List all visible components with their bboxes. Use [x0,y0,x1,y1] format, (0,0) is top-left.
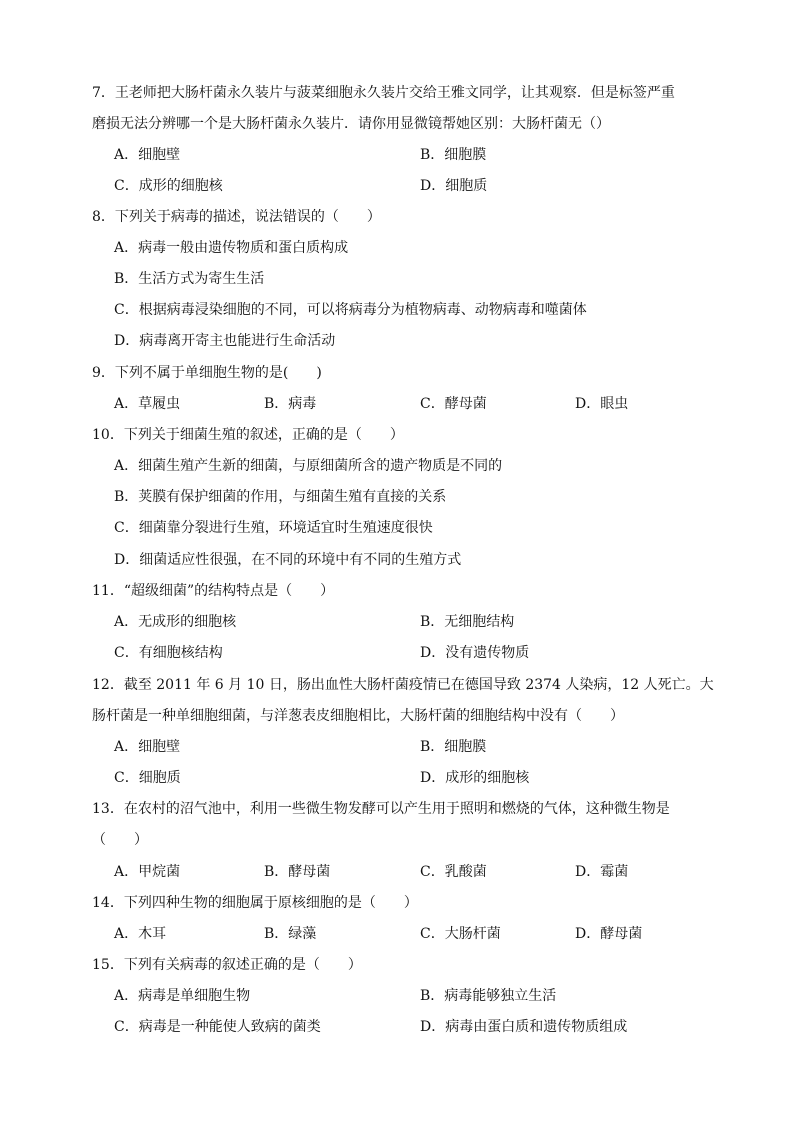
question-9-stem: 9．下列不属于单细胞生物的是( ) [92,365,322,381]
question-8-option-d: D．病毒离开寄主也能进行生命活动 [114,333,336,349]
question-10-stem: 10．下列关于细菌生殖的叙述，正确的是（ ） [92,427,404,443]
question-15-option-c: C．病毒是一种能使人致病的菌类 [114,1019,321,1035]
question-9-option-a: A．草履虫 [114,396,181,412]
question-7-option-a: A．细胞壁 [114,147,181,163]
question-12-stem-line-2: 肠杆菌是一种单细胞细菌，与洋葱表皮细胞相比，大肠杆菌的细胞结构中没有（ ） [92,708,624,724]
question-15-option-d: D．病毒由蛋白质和遗传物质组成 [420,1019,628,1035]
question-7-option-b: B．细胞膜 [420,147,487,163]
question-14-option-c: C．大肠杆菌 [420,926,501,942]
question-7-option-d: D．细胞质 [420,178,488,194]
question-7-stem-line-2: 磨损无法分辨哪一个是大肠杆菌永久装片．请你用显微镜帮她区别：大肠杆菌无（） [92,116,610,132]
question-11-option-d: D．没有遗传物质 [420,645,530,661]
question-13-option-d: D．霉菌 [575,864,629,880]
question-12-option-d: D．成形的细胞核 [420,770,530,786]
question-13-stem-line-1: 13．在农村的沼气池中，利用一些微生物发酵可以产生用于照明和燃烧的气体，这种微生物是 [92,801,670,817]
question-13-stem-line-2: （ ） [92,832,148,848]
question-14-option-a: A．木耳 [114,926,167,942]
question-14-stem: 14．下列四种生物的细胞属于原核细胞的是（ ） [92,895,418,911]
question-12-stem-line-1: 12．截至 2011 年 6 月 10 日，肠出血性大肠杆菌疫情已在德国导致 2374 人染病，12 人死亡。大 [92,677,714,693]
question-15-option-a: A．病毒是单细胞生物 [114,988,251,1004]
question-10-option-a: A．细菌生殖产生新的细菌，与原细菌所含的遗产物质是不同的 [114,458,503,474]
question-8-option-c: C．根据病毒浸染细胞的不同，可以将病毒分为植物病毒、动物病毒和噬菌体 [114,302,587,318]
question-9-option-c: C．酵母菌 [420,396,487,412]
question-9-option-d: D．眼虫 [575,396,629,412]
question-9-option-b: B．病毒 [264,396,317,412]
question-13-option-c: C．乳酸菌 [420,864,487,880]
question-15-stem: 15．下列有关病毒的叙述正确的是（ ） [92,957,362,973]
question-12-option-b: B．细胞膜 [420,739,487,755]
question-12-option-c: C．细胞质 [114,770,181,786]
question-14-option-d: D．酵母菌 [575,926,643,942]
question-7-option-c: C．成形的细胞核 [114,178,223,194]
question-8-option-b: B．生活方式为寄生生活 [114,271,265,287]
question-8-stem: 8．下列关于病毒的描述，说法错误的（ ） [92,209,381,225]
question-10-option-b: B．荚膜有保护细菌的作用，与细菌生殖有直接的关系 [114,489,447,505]
question-11-option-c: C．有细胞核结构 [114,645,223,661]
question-13-option-b: B．酵母菌 [264,864,331,880]
question-15-option-b: B．病毒能够独立生活 [420,988,557,1004]
question-8-option-a: A．病毒一般由遗传物质和蛋白质构成 [114,240,349,256]
question-14-option-b: B．绿藻 [264,926,317,942]
question-10-option-c: C．细菌靠分裂进行生殖，环境适宜时生殖速度很快 [114,520,433,536]
question-13-option-a: A．甲烷菌 [114,864,181,880]
question-11-stem: 11．“超级细菌”的结构特点是（ ） [92,583,335,599]
question-12-option-a: A．细胞壁 [114,739,181,755]
question-11-option-a: A．无成形的细胞核 [114,614,237,630]
question-11-option-b: B．无细胞结构 [420,614,515,630]
question-7-stem-line-1: 7．王老师把大肠杆菌永久装片与菠菜细胞永久装片交给王雅文同学，让其观察．但是标签严重 [92,85,675,101]
question-10-option-d: D．细菌适应性很强，在不同的环境中有不同的生殖方式 [114,552,462,568]
